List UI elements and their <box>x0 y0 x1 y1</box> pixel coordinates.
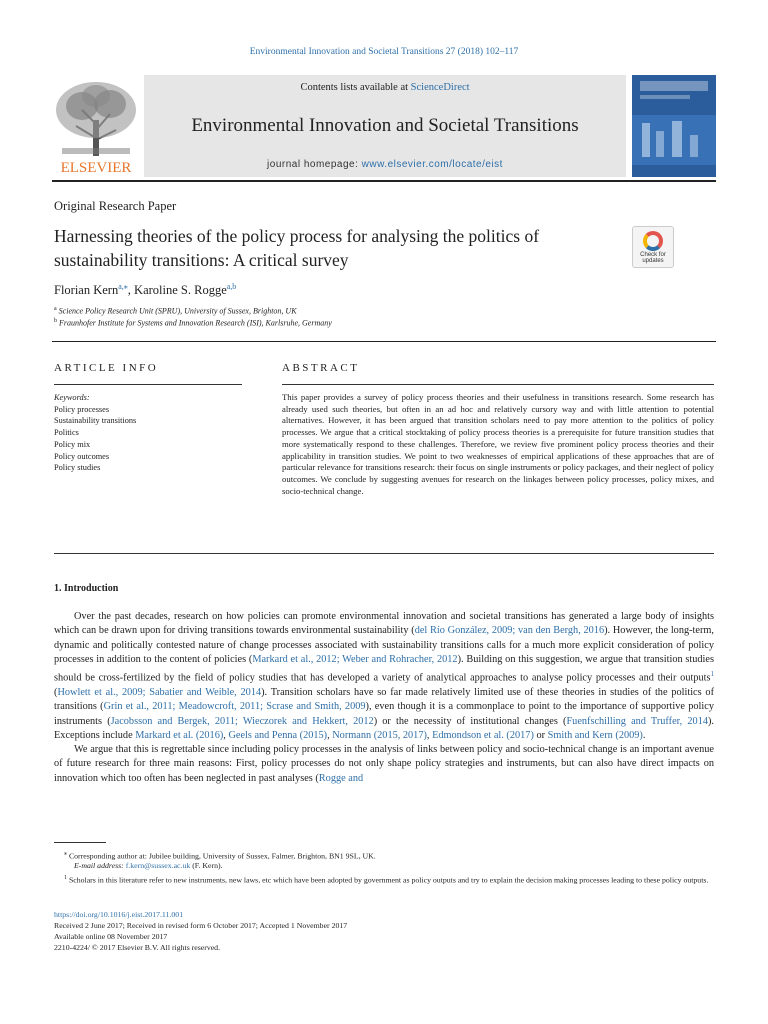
author-list <box>54 282 236 298</box>
email-label: E-mail address: <box>74 861 126 870</box>
email-note <box>54 860 714 871</box>
contents-prefix: Contents lists available at <box>300 82 411 93</box>
abstract-heading: ABSTRACT <box>282 362 360 374</box>
text-run: ). However, the long-term, dynamic and politically contested nature of change processes associated with sustainability transitions calls for a much more explicit consideration of policy processes in addition to the content of policies ( <box>54 625 715 665</box>
check-for-updates-button[interactable] <box>632 226 674 268</box>
text-run: Over the past decades, research on how policies can promote environmental innovation and societal transitions has generated a large body of insights which can be drawn upon for driving transitions towards environmental sustainability ( <box>54 611 714 637</box>
article-metadata <box>54 909 347 953</box>
footnote-rule <box>54 842 106 843</box>
author-name[interactable]: Karoline S. Rogge <box>134 283 227 298</box>
keyword: Policy studies <box>54 463 101 473</box>
paragraph <box>54 743 714 786</box>
author-marks[interactable]: a,⁎ <box>118 282 128 291</box>
author-separator: , <box>127 283 135 298</box>
abstract-rule <box>282 384 714 385</box>
keyword: Policy outcomes <box>54 451 110 461</box>
footnote-text: Scholars in this literature refer to new instruments, new laws, etc which have been adopted by government as policy outputs and try to explain the decision making processes leading to these policy outputs. <box>67 875 709 885</box>
sciencedirect-link[interactable]: ScienceDirect <box>410 82 470 93</box>
text-run: , <box>426 729 433 741</box>
footnote-marker: ⁎ <box>64 851 67 857</box>
article-info-heading: ARTICLE INFO <box>54 362 159 374</box>
copyright: 2210-4224/ © 2017 Elsevier B.V. All rights reserved. <box>54 943 221 952</box>
journal-cover-thumbnail-icon[interactable] <box>632 75 716 177</box>
text-run: , <box>223 729 229 741</box>
keyword: Politics <box>54 428 79 438</box>
citation-link[interactable]: Normann (2015, 2017) <box>332 729 427 741</box>
citation-link[interactable]: Markard et al. (2016) <box>135 729 224 741</box>
text-run: ( <box>54 686 58 698</box>
homepage-line <box>144 159 626 170</box>
section-heading: 1. Introduction <box>54 583 119 594</box>
masthead-rule <box>52 180 716 182</box>
keywords-label: Keywords: <box>54 393 90 402</box>
journal-title: Environmental Innovation and Societal Transitions <box>191 115 579 136</box>
body-text <box>54 610 714 786</box>
doi-link[interactable]: https://doi.org/10.1016/j.eist.2017.11.001 <box>54 910 184 919</box>
text-run: ). Exceptions include <box>54 715 715 741</box>
badge-line-2: updates <box>642 258 664 264</box>
author-name[interactable]: Florian Kern <box>54 283 119 298</box>
abstract-text: This paper provides a survey of policy process theories and their usefulness in transitions research. Some research has already used such theories, but often in an ad hoc and relatively cursory way and with little attention to potential alternatives. However, it has been argued that transition scholars need to pay more attention to the politics of policy processes. We argue that a critical stocktaking of policy process theories is a prerequisite for future transition studies that more systematically respond to these challenges. Therefore, we review five prominent policy process theories and their applicability in transition studies. We point to two weaknesses of empirical applications of these approaches that are of particular relevance for transitions research: their focus on single instruments or policy packages, and their neglect of policy outcomes. We conclude by suggesting avenues for research on the linkages between policy processes, policy mixes, and socio-technical change. <box>282 392 714 496</box>
affiliation-text: Science Policy Research Unit (SPRU), University of Sussex, Brighton, UK <box>58 306 297 316</box>
keyword: Policy mix <box>54 439 91 449</box>
online-date: Available online 08 November 2017 <box>54 932 168 941</box>
citation-link[interactable]: del Río González, 2009; van den Bergh, 2016 <box>414 625 605 637</box>
received-dates: Received 2 June 2017; Received in revised form 6 October 2017; Accepted 1 November 2017 <box>54 921 348 930</box>
citation-link[interactable]: Grin et al., 2011; Meadowcroft, 2011; Scrase and Smith, 2009 <box>103 701 366 713</box>
citation-link[interactable]: Jacobsson and Bergek, 2011; Wieczorek and Hekkert, 2012 <box>110 715 374 727</box>
citation-link[interactable]: Rogge and <box>318 772 364 784</box>
text-run: ). Transition scholars have so far made relatively limited use of these theories in studies of the politics of transitions ( <box>54 686 714 713</box>
paragraph <box>54 610 714 743</box>
keywords-block <box>54 392 136 474</box>
footnote-1 <box>54 873 714 886</box>
elsevier-tree-logo-icon[interactable] <box>52 80 140 176</box>
contents-line <box>144 82 626 93</box>
citation-link[interactable]: Edmondson et al. (2017) <box>432 729 534 741</box>
abstract-bottom-rule <box>54 553 714 554</box>
text-run: ), even though it is a commonplace to point to the importance of supportive policy instruments ( <box>54 701 714 727</box>
text-run: We argue that this is regrettable since including policy processes in the analysis of links between policy and socio-technical change is an important avenue of future research for three main reasons: First, policy processes do not only shape policy strategies and instruments, but can also have direct impacts on innovation which too often has been neglected in past analyses ( <box>54 744 714 784</box>
homepage-link[interactable]: www.elsevier.com/locate/eist <box>361 159 503 170</box>
publisher-wordmark: ELSEVIER <box>60 160 132 176</box>
footnote-marker[interactable]: 1 <box>710 670 714 679</box>
article-title: Harnessing theories of the policy process for analysing the politics of sustainability transitions: A critical survey <box>54 226 540 270</box>
affiliation-mark: b <box>54 318 57 324</box>
running-head[interactable]: Environmental Innovation and Societal Transitions 27 (2018) 102–117 <box>249 47 519 57</box>
citation-link[interactable]: Geels and Penna (2015) <box>228 729 328 741</box>
author-marks[interactable]: a,b <box>226 282 237 291</box>
homepage-prefix: journal homepage: <box>267 159 362 170</box>
citation-link[interactable]: Howlett et al., 2009; Sabatier and Weible, 2014 <box>57 686 262 698</box>
affiliation <box>54 318 332 328</box>
keyword: Sustainability transitions <box>54 416 137 426</box>
affiliation-text: Fraunhofer Institute for Systems and Innovation Research (ISI), Karlsruhe, Germany <box>59 318 332 328</box>
article-info-rule <box>54 384 242 385</box>
text-run: or <box>533 729 548 741</box>
journal-masthead <box>52 75 716 177</box>
citation-link[interactable]: Fuenfschilling and Truffer, 2014 <box>566 715 708 727</box>
paper-type: Original Research Paper <box>54 199 177 213</box>
keyword: Policy processes <box>54 404 110 414</box>
email-link[interactable]: f.kern@sussex.ac.uk <box>125 861 191 870</box>
citation-link[interactable]: Markard et al., 2012; Weber and Rohracher, 2012 <box>252 653 458 665</box>
header-rule <box>52 341 716 342</box>
text-run: ). Building on this suggestion, we argue that transition studies should be cross-fertilized by the field of policy studies that has developed a variety of analytical approaches to analyse policy processes and their outputs <box>54 653 714 684</box>
affiliation <box>54 306 297 316</box>
journal-banner <box>144 75 626 177</box>
text-run: ) or the necessity of institutional changes ( <box>373 715 567 727</box>
footnote-marker: 1 <box>64 875 67 881</box>
citation-link[interactable]: Smith and Kern (2009) <box>547 729 643 741</box>
footnote-text: Corresponding author at: Jubilee building, University of Sussex, Falmer, Brighton, BN1 9SL, UK. <box>67 851 376 861</box>
check-for-updates-icon <box>643 231 663 251</box>
affiliation-mark: a <box>54 306 57 312</box>
badge-line-1: Check for <box>640 252 666 258</box>
text-run: , <box>327 729 333 741</box>
footnote-text: (F. Kern). <box>190 861 223 870</box>
text-run: . <box>642 729 646 741</box>
